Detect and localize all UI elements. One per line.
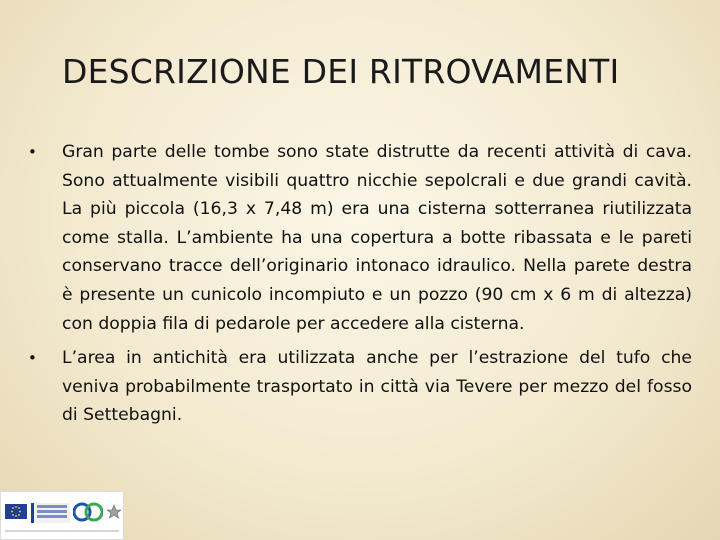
- bullet-marker: •: [28, 143, 37, 161]
- footer-logo-strip: [0, 491, 124, 540]
- bullet-text: Gran parte delle tombe sono state distrutte da recenti attività di cava. Sono attualmente visibili quattro nicchie sepolcrali e due grandi cavità. La più piccola (16,3 x 7,48 m) era una cisterna sotterranea riutilizzata come stalla. L’ambiente ha una copertura a botte ribassata e le pareti conservano tracce dell’originario intonaco idraulico. Nella parete destra è presente un cunicolo incompiuto e un pozzo (90 cm x 6 m di altezza) con doppia fila di pedarole per accedere alla cisterna.: [62, 142, 692, 334]
- bullet-text: L’area in antichità era utilizzata anche per l’estrazione del tufo che veniva probabilmente trasportato in città via Tevere per mezzo del fosso di Settebagni.: [62, 348, 692, 426]
- eu-flag-icon: [5, 504, 27, 519]
- italian-republic-emblem-icon: [107, 504, 121, 520]
- pon-logo-icon: [73, 498, 103, 526]
- bullet-list: [28, 138, 692, 436]
- bullet-marker: •: [28, 349, 37, 368]
- bullet-item: [28, 138, 692, 338]
- slide-title: DESCRIZIONE DEI RITROVAMENTI: [62, 52, 620, 91]
- footer-divider: [5, 530, 119, 532]
- fse-logo-icon: [31, 503, 70, 523]
- bullet-item: [28, 344, 692, 430]
